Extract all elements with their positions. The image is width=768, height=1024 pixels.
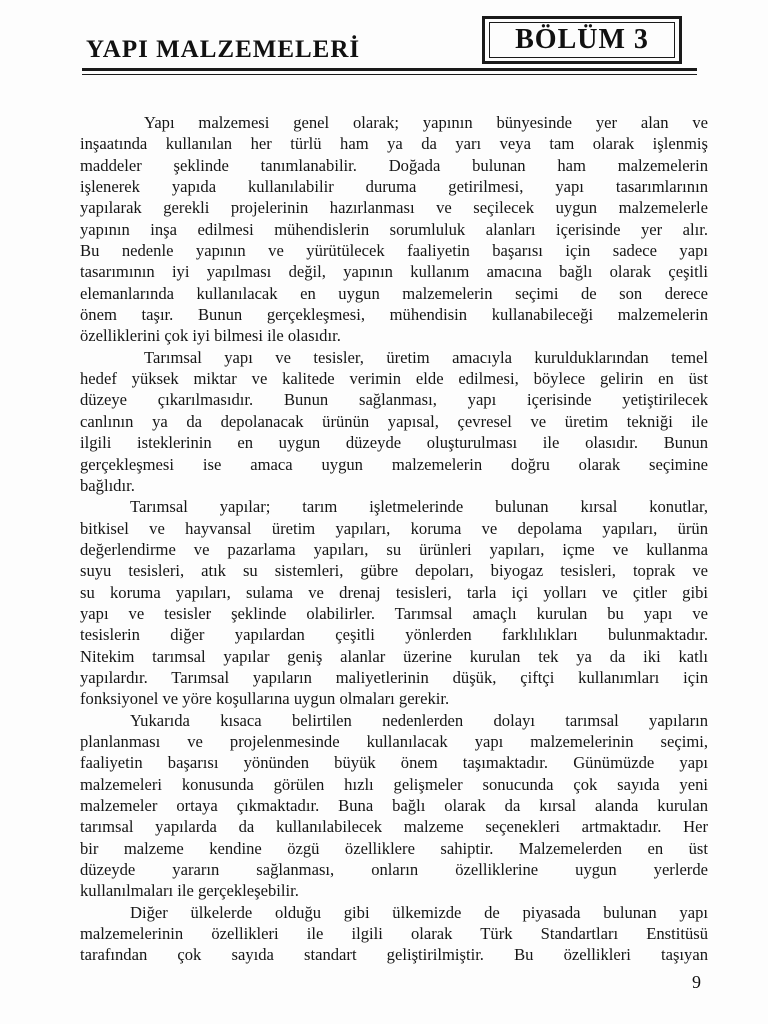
text-line: suyu tesisleri, atık su sistemleri, gübre depoları, biyogaz tesisleri, toprak ve	[80, 561, 708, 581]
text-line: faaliyetin başarısı yönünden büyük önem taşımaktadır. Günümüzde yapı	[80, 753, 708, 773]
text-line: yapılardır. Tarımsal yapıların maliyetlerinin düşük, çiftçi kullanımları için	[80, 667, 708, 687]
text-line: düzeye çıkarılmasıdır. Bunun sağlanması, yapı içerisinde yetiştirilecek	[80, 390, 708, 410]
page-header	[82, 14, 697, 76]
text-line: yapılarak gerekli projelerinin hazırlanması ve seçilecek uygun malzemelerle	[80, 198, 708, 218]
text-line: Tarımsal yapı ve tesisler, üretim amacıyla kurulduklarından temel	[144, 347, 708, 367]
text-line: su koruma yapıları, sulama ve drenaj tesisleri, tarla içi yolları ve çitler gibi	[80, 582, 708, 602]
text-line: inşaatında kullanılan her türlü ham ya da yarı veya tam olarak işlenmiş	[80, 134, 708, 154]
text-line: yapının inşa edilmesi mühendislerin sorumluluk alanları içerisinde yer alır.	[80, 219, 708, 239]
text-line: planlanması ve projelenmesinde kullanılacak yapı malzemelerinin seçimi,	[80, 731, 708, 751]
book-title: YAPI MALZEMELERİ	[86, 36, 361, 63]
page-number: 9	[692, 972, 701, 992]
text-line: hedef yüksek miktar ve kalitede verimin elde edilmesi, böylece gelirin en üst	[80, 369, 708, 389]
header-rule-thin	[82, 74, 697, 75]
text-line: malzemeleri konusunda görülen hızlı gelişmeler sonucunda çok sayıda yeni	[80, 774, 708, 794]
body-text	[80, 112, 708, 966]
chapter-box	[482, 16, 682, 64]
text-line: tarımsal yapılarda da kullanılabilecek malzeme seçenekleri artmaktadır. Her	[80, 817, 708, 837]
text-line: tasarımının iyi yapılması değil, yapının kullanım amacına bağlı olarak çeşitli	[80, 262, 708, 282]
text-line: önem taşır. Bunun gerçekleşmesi, mühendisin kullanabileceği malzemelerin	[80, 305, 708, 325]
text-line: işlenerek yapıda kullanılabilir duruma getirilmesi, yapı tasarımlarının	[80, 177, 708, 197]
text-line: özelliklerini çok iyi bilmesi ile olasıdır.	[80, 326, 341, 346]
text-line: fonksiyonel ve yöre koşullarına uygun olmaları gerekir.	[80, 689, 450, 709]
text-line: Tarımsal yapılar; tarım işletmelerinde bulunan kırsal konutlar,	[130, 497, 708, 517]
text-line: elemanlarında kullanılacak en uygun malzemelerin seçimi de son derece	[80, 283, 708, 303]
text-line: malzemelerinin özellikleri ile ilgili olarak Türk Standartları Enstitüsü	[80, 924, 708, 944]
header-rule-thick	[82, 68, 697, 71]
text-line: Nitekim tarımsal yapılar geniş alanlar üzerine kurulan tek ya da iki katlı	[80, 646, 708, 666]
text-line: tarafından çok sayıda standart geliştirilmiştir. Bu özellikleri taşıyan	[80, 945, 708, 965]
text-line: canlının ya da depolanacak ürünün yapısal, çevresel ve üretim tekniği ile	[80, 411, 708, 431]
text-line: bitkisel ve hayvansal üretim yapıları, koruma ve depolama yapıları, ürün	[80, 518, 708, 538]
text-line: gerçekleşmesi ise amaca uygun malzemelerin doğru olarak seçimine	[80, 454, 708, 474]
text-line: değerlendirme ve pazarlama yapıları, su ürünleri yapıları, içme ve kullanma	[80, 539, 708, 559]
text-line: bağlıdır.	[80, 475, 135, 495]
text-line: Yapı malzemesi genel olarak; yapının bünyesinde yer alan ve	[144, 113, 708, 132]
text-line: malzemeler ortaya çıkmaktadır. Buna bağlı olarak da kırsal alanda kurulan	[80, 796, 708, 815]
text-line: kullanılmaları ile gerçekleşebilir.	[80, 881, 299, 901]
text-line: ilgili isteklerinin en uygun düzeyde oluşturulması ile olasıdır. Bunun	[80, 433, 708, 453]
chapter-label: BÖLÜM 3	[515, 24, 649, 55]
text-line: Diğer ülkelerde olduğu gibi ülkemizde de piyasada bulunan yapı	[130, 902, 708, 922]
text-line: Bu nedenle yapının ve yürütülecek faaliyetin başarısı için sadece yapı	[80, 241, 708, 261]
text-line: bir malzeme kendine özgü özelliklere sahiptir. Malzemelerden en üst	[80, 838, 708, 858]
text-line: düzeyde yararın sağlanması, onların özelliklerine uygun yerlerde	[80, 860, 708, 880]
text-line: maddeler şeklinde tanımlanabilir. Doğada bulunan ham malzemelerin	[80, 155, 708, 175]
text-line: tesislerin diğer yapılardan çeşitli yönlerden farklılıkları bulunmaktadır.	[80, 625, 708, 645]
text-line: Yukarıda kısaca belirtilen nedenlerden dolayı tarımsal yapıların	[130, 710, 708, 730]
text-line: yapı ve tesisler şeklinde olabilirler. Tarımsal amaçlı kurulan bu yapı ve	[80, 603, 708, 623]
